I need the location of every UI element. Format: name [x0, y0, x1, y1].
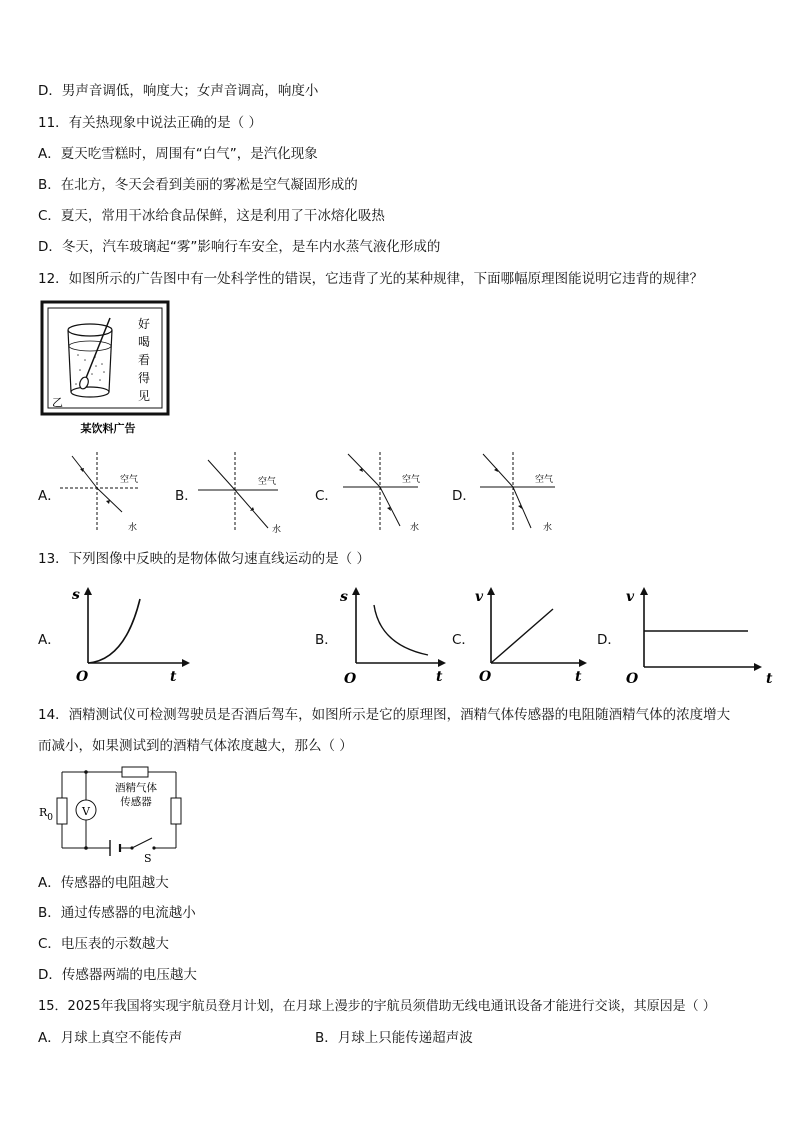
- ad-char-1: 好: [137, 317, 151, 331]
- sensor-label-line2: 传感器: [120, 796, 152, 808]
- graph-a-st-parabola: [70, 585, 195, 685]
- air-label: 空气: [535, 475, 554, 485]
- q13-label-c: C．: [452, 632, 475, 648]
- q11-option-c: C．夏天，常用干冰给食品保鲜，这是利用了干冰熔化吸热: [38, 208, 385, 224]
- sensor-label-line1: 酒精气体: [115, 782, 157, 794]
- origin-label: O: [479, 669, 492, 685]
- q14-stem-line2: 而减小，如果测试到的酒精气体浓度越大，那么（ ）: [38, 738, 353, 754]
- q11-option-a: A．夏天吃雪糕时，周围有“白气”，是汽化现象: [38, 146, 318, 162]
- refraction-diagram-a: [60, 452, 160, 537]
- y-axis-label: s: [72, 587, 80, 603]
- water-label: 水: [543, 523, 553, 533]
- origin-label: O: [344, 671, 357, 685]
- refraction-diagram-b: [198, 452, 298, 537]
- q13-label-a: A．: [38, 632, 61, 648]
- air-label: 空气: [258, 477, 277, 487]
- voltmeter-label: V: [82, 805, 90, 818]
- q12-label-c: C．: [315, 488, 338, 504]
- q14-option-b: B．通过传感器的电流越小: [38, 905, 196, 921]
- ad-char-4: 得: [137, 371, 151, 385]
- q12-stem: 12．如图所示的广告图中有一处科学性的错误，它违背了光的某种规律，下面哪幅原理图能说明它违背的规律？: [38, 271, 704, 287]
- q12-label-d: D．: [452, 488, 476, 504]
- y-axis-label: v: [626, 589, 635, 605]
- q15-stem: 15．2025年我国将实现宇航员登月计划，在月球上漫步的宇航员须借助无线电通讯设备才能进行交谈，其原因是（ ）: [38, 999, 716, 1014]
- graph-d-vt-constant: [622, 585, 782, 685]
- q13-stem: 13．下列图像中反映的是物体做匀速直线运动的是（ ）: [38, 551, 370, 567]
- q10-option-d: D．男声音调低，响度大；女声音调高，响度小: [38, 83, 319, 99]
- ad-char-3: 看: [137, 353, 151, 367]
- q14-option-a: A．传感器的电阻越大: [38, 875, 169, 891]
- q14-option-c: C．电压表的示数越大: [38, 936, 169, 952]
- ad-char-5: 见: [137, 389, 151, 403]
- ad-caption: 某饮料广告: [80, 422, 136, 435]
- ad-corner-label: 乙: [52, 396, 63, 409]
- air-label: 空气: [120, 475, 139, 485]
- q11-option-d: D．冬天，汽车玻璃起“雾”影响行车安全，是车内水蒸气液化形成的: [38, 239, 441, 255]
- q13-label-d: D．: [597, 632, 621, 648]
- q11-option-b: B．在北方，冬天会看到美丽的雾凇是空气凝固形成的: [38, 177, 358, 193]
- refraction-diagram-c: [338, 452, 438, 537]
- q14-option-d: D．传感器两端的电压越大: [38, 967, 197, 983]
- water-label: 水: [272, 525, 282, 535]
- q12-label-a: A．: [38, 488, 61, 504]
- water-label: 水: [410, 523, 420, 533]
- x-axis-label: t: [575, 669, 582, 685]
- refraction-diagram-d: [475, 452, 575, 537]
- ad-char-2: 喝: [137, 335, 151, 349]
- drink-ad-illustration: [40, 300, 170, 440]
- y-axis-label: v: [475, 589, 484, 605]
- q12-label-b: B．: [175, 488, 198, 504]
- q15-option-b: B．月球上只能传递超声波: [315, 1030, 473, 1046]
- alcohol-tester-circuit: [36, 760, 196, 865]
- water-label: 水: [128, 523, 138, 533]
- q15-option-a: A．月球上真空不能传声: [38, 1030, 183, 1046]
- origin-label: O: [626, 671, 639, 685]
- r0-label: $R_0$: [39, 806, 54, 823]
- q13-label-b: B．: [315, 632, 338, 648]
- graph-b-st-hyperbola: [338, 585, 463, 685]
- x-axis-label: t: [170, 669, 177, 685]
- graph-c-vt-linear: [475, 585, 600, 685]
- q14-stem-line1: 14．酒精测试仪可检测驾驶员是否酒后驾车，如图所示是它的原理图，酒精气体传感器的电阻随酒精气体的浓度增大: [38, 707, 731, 723]
- switch-label: S: [144, 852, 152, 865]
- q11-stem: 11．有关热现象中说法正确的是（ ）: [38, 115, 262, 131]
- air-label: 空气: [402, 475, 421, 485]
- x-axis-label: t: [436, 669, 443, 685]
- y-axis-label: s: [340, 589, 348, 605]
- q12-ad-figure: [40, 300, 170, 440]
- x-axis-label: t: [766, 671, 773, 685]
- origin-label: O: [76, 669, 89, 685]
